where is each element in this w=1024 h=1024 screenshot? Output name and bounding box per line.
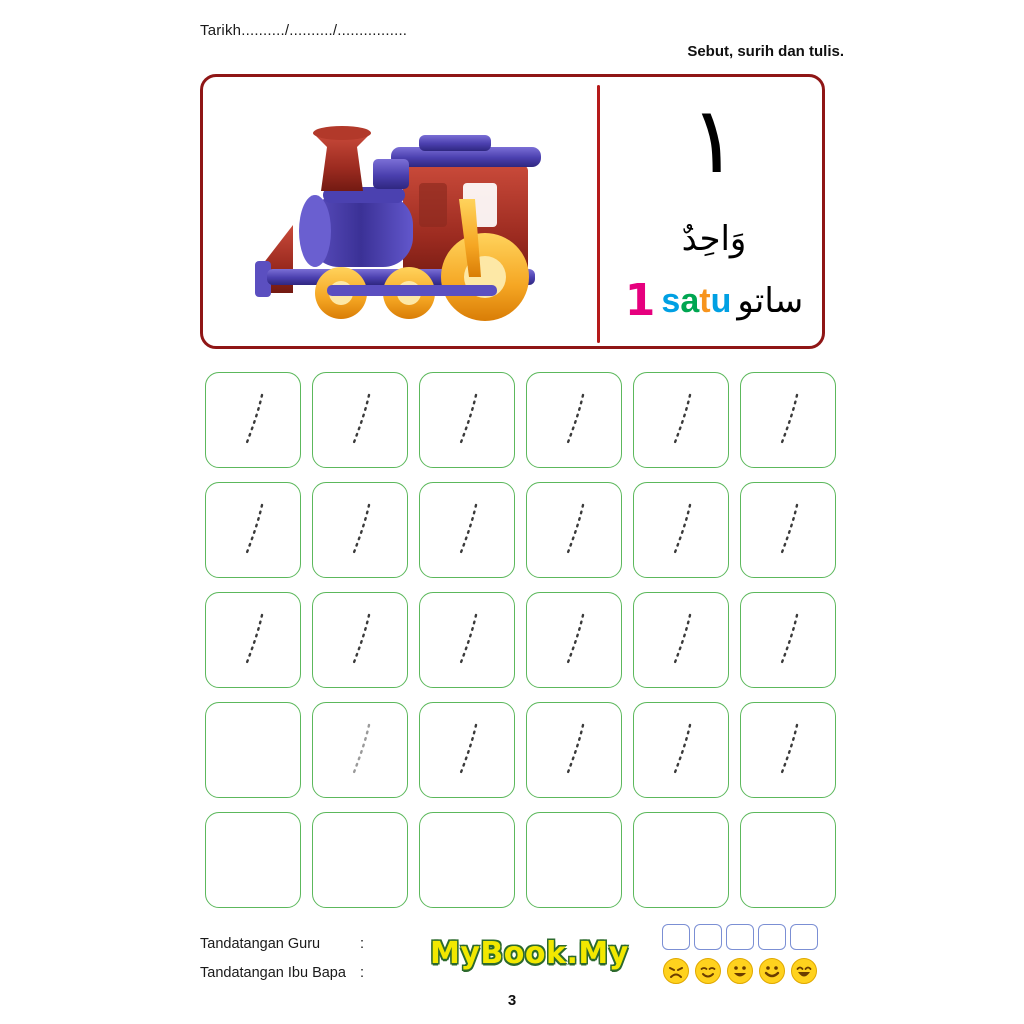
tracing-cell[interactable]: [633, 812, 729, 908]
digit-label: 1: [624, 275, 656, 326]
arabic-numeral: ١: [689, 87, 739, 194]
sad-face-icon[interactable]: [662, 957, 690, 985]
tracing-cell[interactable]: [419, 592, 515, 688]
date-field-label: Tarikh........../........../................: [200, 22, 408, 39]
tracing-cell[interactable]: [740, 372, 836, 468]
tracing-grid: [205, 372, 837, 908]
tracing-cell[interactable]: [633, 702, 729, 798]
tracing-cell[interactable]: [419, 482, 515, 578]
rating-checkbox[interactable]: [662, 924, 690, 950]
happy-face-icon[interactable]: [726, 957, 754, 985]
tracing-cell[interactable]: [205, 482, 301, 578]
tracing-cell[interactable]: [526, 592, 622, 688]
rating-checkbox[interactable]: [758, 924, 786, 950]
signature-teacher-colon: :: [360, 936, 365, 952]
word-row: [603, 273, 825, 329]
tracing-cell[interactable]: [419, 372, 515, 468]
signature-teacher-row: [200, 936, 365, 952]
tracing-cell[interactable]: [740, 592, 836, 688]
signature-teacher-label: Tandatangan Guru: [200, 936, 321, 952]
latin-letter-2: a: [680, 282, 700, 320]
rating-checkbox[interactable]: [694, 924, 722, 950]
tracing-cell[interactable]: [419, 812, 515, 908]
smile-face-icon[interactable]: [758, 957, 786, 985]
rating-boxes: [662, 924, 822, 950]
tracing-cell[interactable]: [526, 702, 622, 798]
signature-parent-label: Tandatangan Ibu Bapa: [200, 965, 346, 981]
tracing-cell[interactable]: [633, 592, 729, 688]
rating-faces: [662, 957, 822, 985]
arabic-word: وَاحِدٌ: [681, 219, 747, 259]
numeral-area: [603, 77, 825, 346]
tracing-cell[interactable]: [205, 702, 301, 798]
rating-checkbox[interactable]: [790, 924, 818, 950]
tracing-cell[interactable]: [312, 812, 408, 908]
tracing-cell[interactable]: [312, 372, 408, 468]
tracing-cell[interactable]: [633, 482, 729, 578]
tracing-cell[interactable]: [526, 812, 622, 908]
tracing-cell[interactable]: [740, 702, 836, 798]
tracing-cell[interactable]: [312, 702, 408, 798]
illustration-panel: [200, 74, 825, 349]
rating-checkbox[interactable]: [726, 924, 754, 950]
mybook-logo: MyBook.My: [430, 936, 629, 971]
tracing-cell[interactable]: [205, 812, 301, 908]
latin-letter-1: s: [661, 282, 681, 320]
tracing-cell[interactable]: [526, 372, 622, 468]
latin-letter-4: u: [710, 282, 732, 320]
tracing-cell[interactable]: [526, 482, 622, 578]
instruction-text: Sebut, surih dan tulis.: [687, 43, 844, 60]
tracing-cell[interactable]: [312, 592, 408, 688]
tracing-cell[interactable]: [312, 482, 408, 578]
page-number: 3: [507, 992, 517, 1009]
signature-parent-row: [200, 965, 365, 981]
tracing-cell[interactable]: [740, 482, 836, 578]
train-illustration: [223, 87, 593, 337]
signature-parent-colon: :: [360, 965, 365, 981]
rating-section: [662, 924, 822, 985]
laugh-face-icon[interactable]: [790, 957, 818, 985]
tracing-cell[interactable]: [205, 372, 301, 468]
jawi-word: ساتو: [737, 281, 804, 321]
tracing-cell[interactable]: [740, 812, 836, 908]
shy-face-icon[interactable]: [694, 957, 722, 985]
tracing-cell[interactable]: [205, 592, 301, 688]
tracing-cell[interactable]: [419, 702, 515, 798]
tracing-cell[interactable]: [633, 372, 729, 468]
latin-word: [661, 284, 731, 318]
latin-letter-3: t: [699, 282, 711, 320]
panel-divider: [597, 85, 600, 343]
